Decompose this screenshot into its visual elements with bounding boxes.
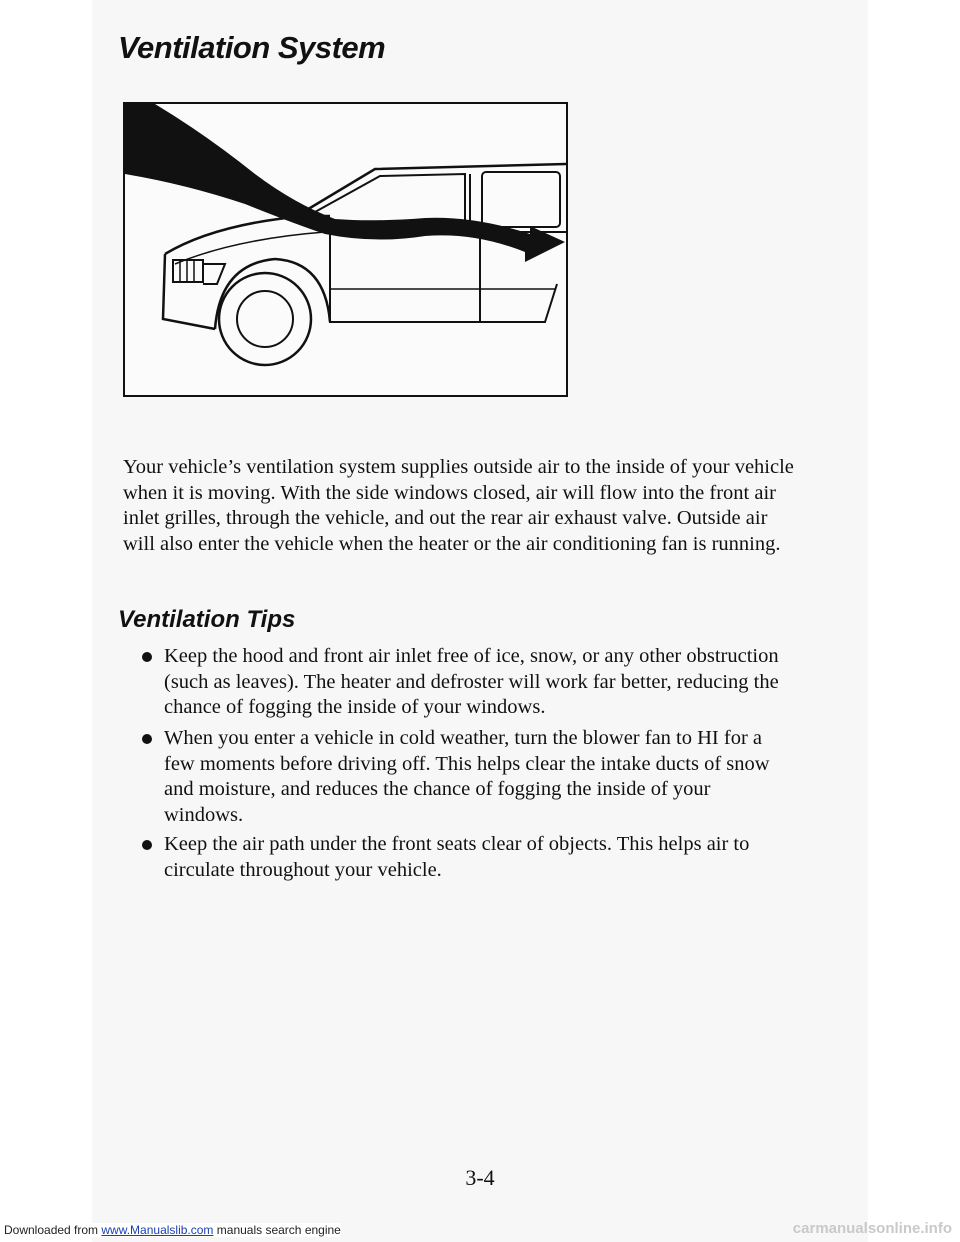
watermark: carmanualsonline.info (792, 1220, 952, 1237)
ventilation-figure (123, 102, 568, 397)
vehicle-airflow-illustration-icon (125, 104, 566, 395)
download-footer (4, 1223, 341, 1237)
bullet-icon (142, 734, 152, 744)
page-title: Ventilation System (118, 30, 386, 65)
tip-text: Keep the hood and front air inlet free of ice, snow, or any other obstruction (such as leaves). The heater and defroster will work far better, reducing the chance of fogging the inside of your windows. (164, 645, 779, 718)
bullet-icon (142, 840, 152, 850)
footer-prefix: Downloaded from (4, 1223, 102, 1237)
tips-heading: Ventilation Tips (118, 606, 296, 633)
footer-suffix: manuals search engine (213, 1223, 341, 1237)
page-number: 3-4 (465, 1165, 495, 1190)
list-item (164, 832, 794, 883)
intro-paragraph: Your vehicle’s ventilation system supplies outside air to the inside of your vehicle when it is moving. With the side windows closed, air will flow into the front air inlet grilles, through the vehicle, and out the rear air exhaust valve. Outside air will also enter the vehicle when the heater or the air conditioning fan is running. (123, 456, 794, 555)
list-item (164, 726, 794, 828)
list-item (164, 644, 794, 721)
tip-text: Keep the air path under the front seats clear of objects. This helps air to circulate throughout your vehicle. (164, 833, 750, 881)
tip-text: When you enter a vehicle in cold weather, turn the blower fan to HI for a few moments before driving off. This helps clear the intake ducts of snow and moisture, and reduces the chance of fogging the inside of your windows. (164, 727, 770, 826)
bullet-icon (142, 652, 152, 662)
manualslib-link[interactable]: www.Manualslib.com (101, 1223, 214, 1237)
